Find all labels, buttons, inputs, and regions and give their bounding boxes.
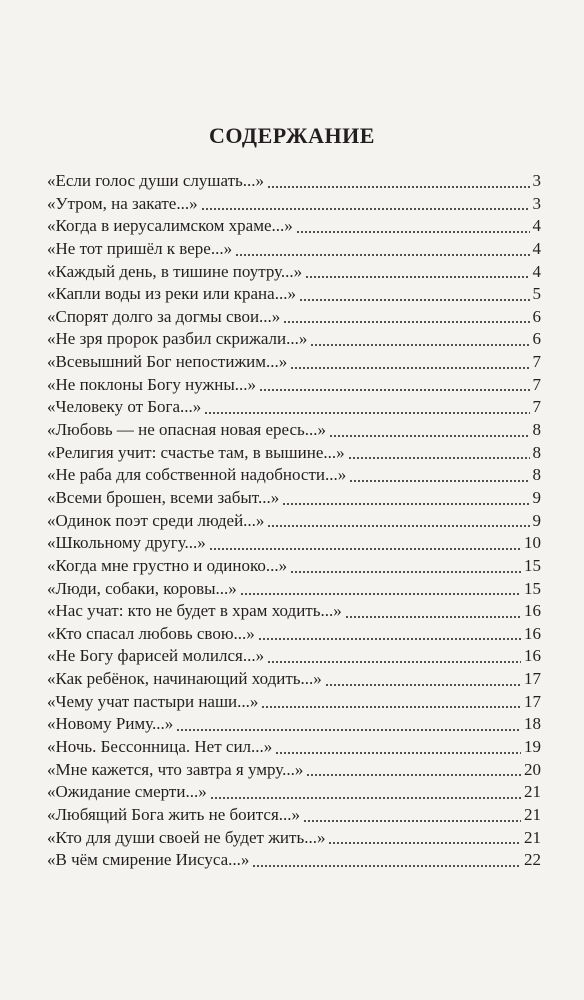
toc-entry-title: «Школьному другу...» xyxy=(47,533,206,553)
toc-entry xyxy=(47,849,541,872)
toc-entry-title: «Человеку от Бога...» xyxy=(47,397,202,417)
dot-leader xyxy=(240,590,521,596)
toc-entry xyxy=(47,306,541,329)
toc-entry xyxy=(47,668,541,691)
dot-leader xyxy=(290,364,529,370)
toc-entry-page-number: 16 xyxy=(524,623,541,643)
toc-entry xyxy=(47,713,541,736)
dot-leader xyxy=(176,726,521,732)
toc-entry-page-number: 7 xyxy=(532,352,541,372)
toc-entry xyxy=(47,510,541,533)
dot-leader xyxy=(305,273,529,279)
toc-entry xyxy=(47,827,541,850)
toc-entry-title: «Религия учит: счастье там, в вышине...» xyxy=(47,442,345,462)
toc-entry-page-number: 6 xyxy=(532,329,541,349)
toc-entry-page-number: 4 xyxy=(532,216,541,236)
dot-leader xyxy=(290,568,521,574)
toc-entry xyxy=(47,804,541,827)
toc-entry-title: «Если голос души слушать...» xyxy=(47,171,265,190)
toc-entry-title: «Каждый день, в тишине поутру...» xyxy=(47,261,303,281)
toc-entry-title: «Ожидание смерти...» xyxy=(47,782,207,802)
toc-entry-title: «Не поклоны Богу нужны...» xyxy=(47,374,257,394)
toc-entry-page-number: 7 xyxy=(532,397,541,417)
toc-entry-title: «Любовь — не опасная новая ересь...» xyxy=(47,420,327,440)
dot-leader xyxy=(325,681,521,687)
toc-entry-title: «Кто спасал любовь свою...» xyxy=(47,623,255,643)
toc-entry xyxy=(47,238,541,261)
toc-entry xyxy=(47,555,541,578)
dot-leader xyxy=(201,205,530,211)
toc-entry-page-number: 4 xyxy=(532,238,541,258)
toc-entry-page-number: 9 xyxy=(532,510,541,530)
toc-entry-page-number: 7 xyxy=(532,374,541,394)
toc-entry xyxy=(47,781,541,804)
toc-entry xyxy=(47,283,541,306)
toc-entry-title: «Новому Риму...» xyxy=(47,714,174,734)
toc-entry-page-number: 20 xyxy=(524,759,541,779)
page-title: СОДЕРЖАНИЕ xyxy=(209,123,375,148)
toc-entry xyxy=(47,442,541,465)
toc-entry-page-number: 16 xyxy=(524,601,541,621)
toc-entry-title: «Нас учат: кто не будет в храм ходить...» xyxy=(47,601,342,621)
toc-entry-page-number: 16 xyxy=(524,646,541,666)
toc-entry xyxy=(47,215,541,238)
toc-entry-title: «В чём смирение Иисуса...» xyxy=(47,850,250,870)
toc-entry xyxy=(47,419,541,442)
dot-leader xyxy=(210,794,521,800)
toc-entry-page-number: 9 xyxy=(532,487,541,507)
dot-leader xyxy=(267,183,529,189)
toc-entry-page-number: 22 xyxy=(524,850,541,870)
toc-entry xyxy=(47,600,541,623)
toc-entry-title: «Люди, собаки, коровы...» xyxy=(47,578,237,598)
toc-entry-title: «Когда в иерусалимском храме...» xyxy=(47,216,293,236)
toc-entry-title: «Не Богу фарисей молился...» xyxy=(47,646,265,666)
dot-leader xyxy=(267,658,521,664)
toc-entry-page-number: 5 xyxy=(532,284,541,304)
toc-entry xyxy=(47,759,541,782)
toc-entry-page-number: 3 xyxy=(532,171,541,190)
toc-entry xyxy=(47,328,541,351)
toc-entry-page-number: 8 xyxy=(532,442,541,462)
toc-entry xyxy=(47,351,541,374)
toc-entry-title: «Ночь. Бессонница. Нет сил...» xyxy=(47,737,273,757)
toc-entry-page-number: 21 xyxy=(524,782,541,802)
toc-entry-title: «Чему учат пастыри наши...» xyxy=(47,691,259,711)
toc-entry xyxy=(47,396,541,419)
toc-entry-title: «Как ребёнок, начинающий ходить...» xyxy=(47,669,322,689)
toc-entry xyxy=(47,578,541,601)
toc-entry xyxy=(47,645,541,668)
toc-entry-page-number: 15 xyxy=(524,555,541,575)
toc-entry xyxy=(47,691,541,714)
toc-entry-title: «Не тот пришёл к вере...» xyxy=(47,238,233,258)
dot-leader xyxy=(303,817,521,823)
dot-leader xyxy=(296,228,530,234)
toc-entry-page-number: 8 xyxy=(532,420,541,440)
toc-entry xyxy=(47,487,541,510)
dot-leader xyxy=(310,341,529,347)
toc-entry-title: «Не зря пророк разбил скрижали...» xyxy=(47,329,308,349)
dot-leader xyxy=(204,409,529,415)
toc-entry-title: «Не раба для собственной надобности...» xyxy=(47,465,347,485)
toc-entry xyxy=(47,464,541,487)
dot-leader xyxy=(329,432,529,438)
toc-entry-title: «Всеми брошен, всеми забыт...» xyxy=(47,487,280,507)
dot-leader xyxy=(328,839,521,845)
toc-entry-page-number: 19 xyxy=(524,737,541,757)
toc-entry-title: «Всевышний Бог непостижим...» xyxy=(47,352,288,372)
dot-leader xyxy=(345,613,521,619)
table-of-contents xyxy=(47,170,541,872)
toc-entry-page-number: 21 xyxy=(524,827,541,847)
dot-leader xyxy=(209,545,521,551)
toc-entry-page-number: 18 xyxy=(524,714,541,734)
toc-entry xyxy=(47,261,541,284)
dot-leader xyxy=(306,771,521,777)
toc-entry-title: «Любящий Бога жить не боится...» xyxy=(47,804,301,824)
dot-leader xyxy=(235,251,529,257)
dot-leader xyxy=(261,703,521,709)
dot-leader xyxy=(348,454,530,460)
toc-entry-title: «Утром, на закате...» xyxy=(47,193,198,213)
dot-leader xyxy=(299,296,530,302)
dot-leader xyxy=(267,522,529,528)
toc-entry-page-number: 21 xyxy=(524,804,541,824)
dot-leader xyxy=(259,386,529,392)
dot-leader xyxy=(258,635,521,641)
toc-entry-page-number: 3 xyxy=(532,193,541,213)
toc-entry-page-number: 6 xyxy=(532,306,541,326)
toc-entry xyxy=(47,193,541,216)
toc-entry-page-number: 17 xyxy=(524,669,541,689)
dot-leader xyxy=(349,477,529,483)
toc-entry xyxy=(47,736,541,759)
dot-leader xyxy=(283,318,529,324)
toc-entry xyxy=(47,532,541,555)
toc-entry-page-number: 15 xyxy=(524,578,541,598)
toc-entry-title: «Мне кажется, что завтра я умру...» xyxy=(47,759,304,779)
dot-leader xyxy=(252,862,521,868)
toc-entry-title: «Кто для души своей не будет жить...» xyxy=(47,827,326,847)
toc-entry-page-number: 8 xyxy=(532,465,541,485)
toc-entry xyxy=(47,623,541,646)
toc-entry-title: «Спорят долго за догмы свои...» xyxy=(47,306,281,326)
toc-entry xyxy=(47,374,541,397)
toc-entry xyxy=(47,170,541,193)
toc-entry-page-number: 17 xyxy=(524,691,541,711)
toc-entry-title: «Когда мне грустно и одиноко...» xyxy=(47,555,288,575)
toc-entry-page-number: 4 xyxy=(532,261,541,281)
dot-leader xyxy=(275,749,521,755)
toc-entry-page-number: 10 xyxy=(524,533,541,553)
toc-entry-title: «Одинок поэт среди людей...» xyxy=(47,510,265,530)
dot-leader xyxy=(282,500,529,506)
toc-entry-title: «Капли воды из реки или крана...» xyxy=(47,284,296,304)
